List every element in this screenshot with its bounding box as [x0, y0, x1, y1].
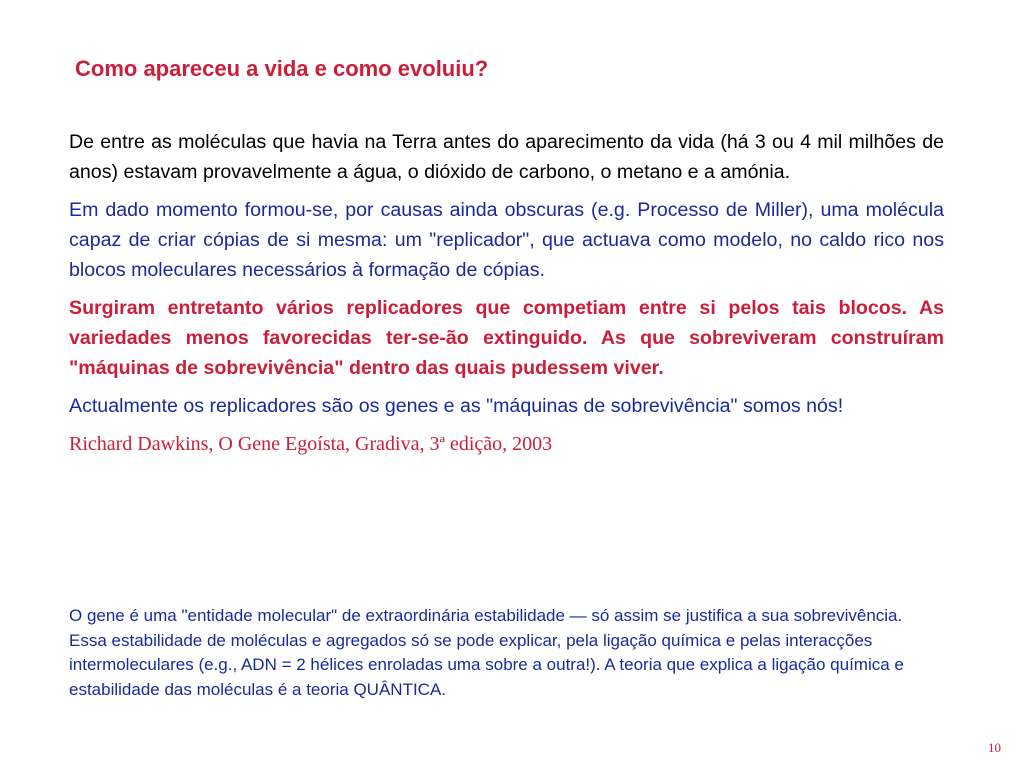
slide-title: Como apareceu a vida e como evoluiu?	[75, 56, 489, 81]
citation: Richard Dawkins, O Gene Egoísta, Gradiva, 3ª edição, 2003	[69, 433, 553, 455]
slide-body	[69, 127, 944, 459]
paragraph-genes: Actualmente os replicadores são os genes e as "máquinas de sobrevivência" somos nós!	[69, 395, 844, 417]
gene-stability-note: O gene é uma "entidade molecular" de extraordinária estabilidade — só assim se justifica a sua sobrevivência. Essa estabilidade de moléculas e agregados só se pode explicar, pela ligação química e pelas interacções intermoleculares (e.g., ADN = 2 hélices enroladas uma sobre a outra!). A teoria que explica a ligação química e estabilidade das moléculas é a teoria QUÂNTICA.	[69, 606, 904, 699]
paragraph-replicator: Em dado momento formou-se, por causas ainda obscuras (e.g. Processo de Miller), uma molécula capaz de criar cópias de si mesma: um "replicador", que actuava como modelo, no caldo rico nos blocos moleculares necessários à formação de cópias.	[69, 199, 944, 281]
paragraph-competition: Surgiram entretanto vários replicadores que competiam entre si pelos tais blocos. As variedades menos favorecidas ter-se-ão extinguido. As que sobreviveram construíram "máquinas de sobrevivência" dentro das quais pudessem viver.	[69, 297, 944, 379]
paragraph-molecules: De entre as moléculas que havia na Terra antes do aparecimento da vida (há 3 ou 4 mil milhões de anos) estavam provavelmente a água, o dióxido de carbono, o metano e a amónia.	[69, 131, 944, 183]
page-number: 10	[988, 740, 1001, 755]
